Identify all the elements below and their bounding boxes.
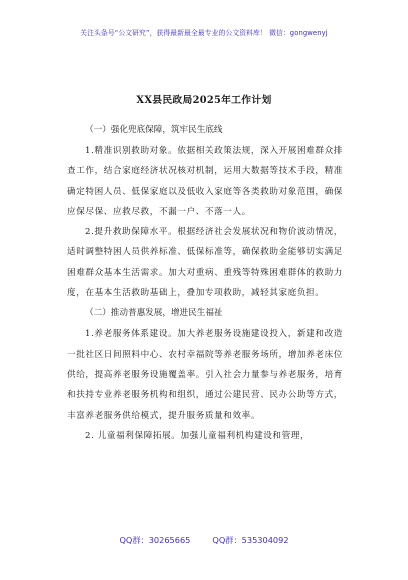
header-promo-note: 关注头条号“公文研究”，获得最新最全最专业的公文资料库！ 微信：gongwenyj [80,29,328,37]
section-heading-1: （一）强化兜底保障，筑牢民生底线 [85,125,223,135]
paragraph-2-1: 1.养老服务体系建设。加大养老服务设施建设投入，新建和改造一批社区日间照料中心、农村幸福院等养老服务场所，增加养老床位供给，提高养老服务设施覆盖率。引入社会力量参与养老服务，培育和扶持专业养老服务机构和组织，通过公建民营、民办公助等方式，丰富养老服务供给模式，提升服务质量和效率。 [67,329,343,421]
paragraph-2-2: 2. 儿童福利保障拓展。加强儿童福利机构建设和管理， [85,430,310,441]
paragraph-1-1: 1.精准识别救助对象。依据相关政策法规，深入开展困难群众排查工作，结合家庭经济状况核对机制，运用大数据等技术手段，精准确定特困人员、低保家庭以及低收入家庭等各类救助对象范围，确保应保尽保、应救尽救，不漏一户、不落一人。 [67,146,343,217]
footer-qq-group-2: QQ群：535304092 [212,535,289,545]
footer-contact [0,535,408,546]
section-heading-2: （二）推动普惠发展，增进民生福祉 [85,308,223,319]
document-title: XX县民政局2025年工作计划 [136,95,272,106]
footer-qq-group-1: QQ群：30265665 [119,535,191,545]
paragraph-1-2: 2.提升救助保障水平。根据经济社会发展状况和物价波动情况，适时调整特困人员供养标准、低保标准等，确保救助金能够切实满足困难群众基本生活需求。加大对重病、重残等特殊困难群体的救助力度，在基本生活救助基础上，叠加专项救助，减轻其家庭负担。 [67,227,343,299]
document-body [67,120,343,446]
